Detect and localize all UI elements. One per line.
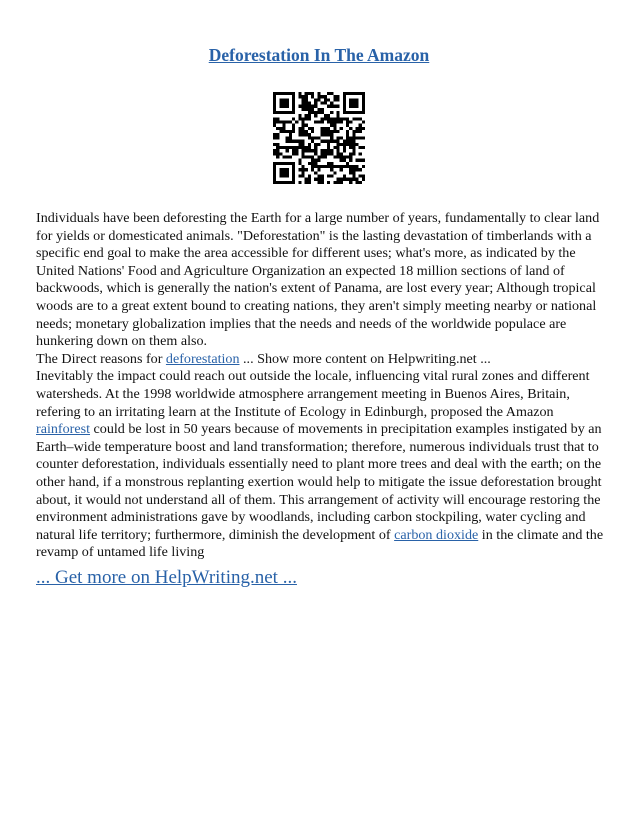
paragraph-direct-reasons <box>36 351 606 369</box>
direct-reasons-suffix: ... Show more content on Helpwriting.net ... <box>239 350 491 367</box>
impact-text-3: in the climate and the revamp of untamed life living <box>36 526 604 561</box>
carbon-dioxide-link[interactable]: carbon dioxide <box>394 526 479 543</box>
paragraph-intro: Individuals have been deforesting the Earth for a large number of years, fundamentally to clear land for yields or domesticated animals. "Deforestation" is the lasting devastation of timberlands with a specific end goal to make the area accessible for different uses; what's more, as indicated by the United Nations' Food and Agriculture Organization an expected 18 million sections of land of backwoods, which is generally the nation's extent of Panama, are lost every year; Although tropical woods are to a great extent bound to creating nations, they aren't simply meeting nearby or national needs; monetary globalization implies that the needs and needs of the worldwide populace are hunkering down on them also. <box>36 210 600 350</box>
direct-reasons-prefix: The Direct reasons for <box>36 350 166 367</box>
paragraph-impact <box>36 368 606 562</box>
deforestation-link[interactable]: deforestation <box>165 350 240 367</box>
impact-text-2: could be lost in 50 years because of movements in precipitation examples instigated by an Earth–wide temperature boost and land transformation; therefore, numerous individuals trust that to counter deforestation, individuals essentially need to plant more trees and deal with the earth; on the other hand, if a monstrous replanting exertion would help to mitigate the issue deforestation brought about, it would not understand all of them. This arrangement of activity will encourage restoring the environment administrations gave by woodlands, including carbon stockpiling, water cycling and natural life territory; furthermore, diminish the development of <box>36 421 602 543</box>
rainforest-link[interactable]: rainforest <box>36 421 91 438</box>
qr-code-icon <box>273 92 365 184</box>
document-title[interactable]: Deforestation In The Amazon <box>208 45 430 65</box>
get-more-link[interactable]: ... Get more on HelpWriting.net ... <box>36 567 297 588</box>
impact-text-1: Inevitably the impact could reach out outside the locale, influencing vital rural zones and different watersheds. At the 1998 worldwide atmosphere arrangement meeting in Buenos Aires, Britain, refering to an irritating learn at the Institute of Ecology in Edinburgh, proposed the Amazon <box>36 368 590 420</box>
article-body <box>36 210 606 562</box>
